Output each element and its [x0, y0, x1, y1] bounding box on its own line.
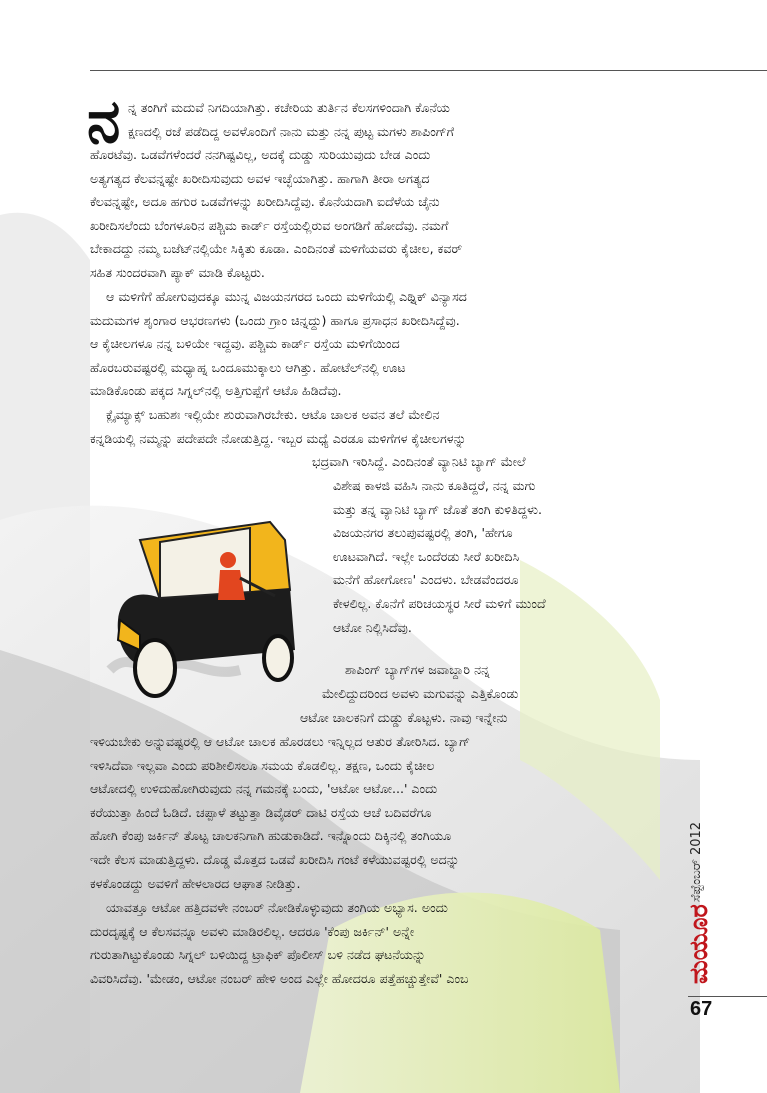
text-line: ಊಟವಾಗಿದೆ. ಇಲ್ಲೇ ಒಂದೆರಡು ಸೀರೆ ಖರೀದಿಸಿ: [333, 548, 520, 564]
paragraph-4-wrap-c: [300, 706, 507, 730]
text-line: ಬೇಕಾದದ್ದು ನಮ್ಮ ಬಜೆಟ್‌ನಲ್ಲಿಯೇ ಸಿಕ್ಕಿತು ಕೂಡಾ. ಎಂದಿನಂತೆ ಮಳಿಗೆಯವರು ಕೈಚೀಲ, ಕವರ್: [90, 241, 463, 257]
page-number: 67: [690, 998, 713, 1020]
text-line: ಹೊರಬರುವಷ್ಟರಲ್ಲಿ ಮಧ್ಯಾಹ್ನ ಒಂದೂಮುಕ್ಕಾಲು ಆಗಿತ್ತು. ಹೋಟೆಲ್‌ನಲ್ಲಿ ಊಟ: [90, 359, 406, 375]
text-line: ಆ ಕೈಚೀಲಗಳೂ ನನ್ನ ಬಳಿಯೇ ಇದ್ದವು. ಪಶ್ಚಿಮ ಕಾರ್ಡ್ ರಸ್ತೆಯ ಮಳಿಗೆಯಿಂದ: [90, 336, 400, 352]
text-line: ಸಹಿತ ಸುಂದರವಾಗಿ ಪ್ಯಾಕ್ ಮಾಡಿ ಕೊಟ್ಟರು.: [90, 264, 265, 280]
footer-rule: [688, 996, 767, 997]
text-line: ಆಟೋದಲ್ಲಿ ಉಳಿದುಹೋಗಿರುವುದು ನನ್ನ ಗಮನಕ್ಕೆ ಬಂದು, 'ಆಟೋ ಆಟೋ...' ಎಂದು: [90, 781, 438, 797]
paragraph-4-wrap-a: [345, 658, 490, 682]
text-line: ಹೊರಟೆವು. ಒಡವೆಗಳೆಂದರೆ ನನಗಿಷ್ಟವಿಲ್ಲ, ಅದಕ್ಕೆ ದುಡ್ಡು ಸುರಿಯುವುದು ಬೇಡ ಎಂದು: [90, 147, 431, 162]
paragraph-3: [90, 403, 466, 450]
text-line: ಕೆಲವನ್ನಷ್ಟೇ, ಅದೂ ಹಗುರ ಒಡವೆಗಳನ್ನು ಖರೀದಿಸಿದ್ದೆವು. ಕೊನೆಯದಾಗಿ ಐದೆಳೆಯ ಚೈನು: [90, 194, 440, 210]
text-line: ಆಟೋ ನಿಲ್ಲಿಸಿದೆವು.: [333, 619, 412, 635]
magazine-logo: ಮಯೂರ: [684, 904, 713, 984]
text-line: ಕರೆಯುತ್ತಾ ಹಿಂದೆ ಓಡಿದೆ. ಚಪ್ಪಾಳೆ ತಟ್ಟುತ್ತಾ ಡಿವೈಡರ್ ದಾಟಿ ರಸ್ತೆಯ ಆಚೆ ಬದಿವರೆಗೂ: [90, 804, 432, 820]
text-line: ಇದೇ ಕೆಲಸ ಮಾಡುತ್ತಿದ್ದಳು. ದೊಡ್ಡ ಮೊತ್ತದ ಒಡವೆ ಖರೀದಿಸಿ ಗಂಟೆ ಕಳೆಯುವಷ್ಟರಲ್ಲಿ ಅದನ್ನು: [90, 851, 460, 867]
text-line: ಕಳಕೊಂಡದ್ದು ಅವಳಿಗೆ ಹೇಳಲಾರದ ಆಘಾತ ನೀಡಿತ್ತು.: [90, 875, 301, 891]
text-line: ಇಳಿಸಿದೆವಾ ಇಲ್ಲವಾ ಎಂದು ಪರಿಶೀಲಿಸಲೂ ಸಮಯ ಕೊಡಲಿಲ್ಲ. ತಕ್ಷಣ, ಒಂದು ಕೈಚೀಲ: [90, 757, 435, 773]
text-line: ಮದುಮಗಳ ಶೃಂಗಾರ ಆಭರಣಗಳು (ಒಂದು ಗ್ರಾಂ ಚಿನ್ನದ್ದು) ಹಾಗೂ ಪ್ರಸಾಧನ ಖರೀದಿಸಿದ್ದೆವು.: [90, 312, 460, 328]
auto-rickshaw-illustration: [100, 500, 310, 710]
paragraph-4-wrap-b: [322, 682, 518, 706]
text-line: ನ್ನ ತಂಗಿಗೆ ಮದುವೆ ನಿಗದಿಯಾಗಿತ್ತು. ಕಚೇರಿಯ ತುರ್ತಿನ ಕೆಲಸಗಳಿಂದಾಗಿ ಕೊನೆಯ: [128, 100, 450, 115]
text-line: ವಿಜಯನಗರ ತಲುಪುವಷ್ಟರಲ್ಲಿ ತಂಗಿ, 'ಹೇಗೂ: [333, 525, 513, 541]
text-line: ಆ ಮಳಿಗೆಗೆ ಹೋಗುವುದಕ್ಕೂ ಮುನ್ನ ವಿಜಯನಗರದ ಒಂದು ಮಳಿಗೆಯಲ್ಲಿ ಎಥ್ನಿಕ್ ವಿನ್ಯಾಸದ: [106, 289, 467, 304]
text-line: ಭದ್ರವಾಗಿ ಇರಿಸಿದ್ದೆ. ಎಂದಿನಂತೆ ವ್ಯಾನಿಟಿ ಬ್ಯಾಗ್ ಮೇಲೆ: [312, 454, 526, 469]
text-line: ಮೇಲಿದ್ದುದರಿಂದ ಅವಳು ಮಗುವನ್ನು ಎತ್ತಿಕೊಂಡು: [322, 686, 519, 701]
text-line: ಮಾಡಿಕೊಂಡು ಪಕ್ಕದ ಸಿಗ್ನಲ್‌ನಲ್ಲಿ ಅತ್ತಿಗುಪ್ಪೆಗೆ ಆಟೊ ಹಿಡಿದೆವು.: [90, 383, 342, 399]
issue-date: ಸೆಪ್ಟೆಂಬರ್ 2012: [689, 821, 704, 902]
paragraph-3-wrap-a: [312, 450, 526, 474]
drop-cap: ನ: [87, 87, 121, 157]
text-line: ಹೋಗಿ ಕೆಂಪು ಜರ್ಕಿನ್ ತೊಟ್ಟ ಚಾಲಕನಿಗಾಗಿ ಹುಡುಕಾಡಿದೆ. ಇನ್ನೊಂದು ದಿಕ್ಕಿನಲ್ಲಿ ತಂಗಿಯೂ: [90, 828, 452, 844]
text-line: ಕನ್ನಡಿಯಲ್ಲಿ ನಮ್ಮನ್ನು ಪದೇಪದೇ ನೋಡುತ್ತಿದ್ದ. ಇಬ್ಬರ ಮಧ್ಯೆ ಎರಡೂ ಮಳಿಗೆಗಳ ಕೈಚೀಲಗಳನ್ನು: [90, 430, 467, 446]
text-line: ಅತ್ಯಗತ್ಯದ ಕೆಲವನ್ನಷ್ಟೇ ಖರೀದಿಸುವುದು ಅವಳ ಇಚ್ಛೆಯಾಗಿತ್ತು. ಹಾಗಾಗಿ ತೀರಾ ಅಗತ್ಯದ: [90, 170, 430, 186]
text-line: ಕ್ಷಣದಲ್ಲಿ ರಜೆ ಪಡೆದಿದ್ದ ಅವಳೊಂದಿಗೆ ನಾನು ಮತ್ತು ನನ್ನ ಪುಟ್ಟ ಮಗಳು ಶಾಪಿಂಗ್‌ಗೆ: [128, 123, 454, 139]
text-line: ದುರದೃಷ್ಟಕ್ಕೆ ಆ ಕೆಲಸವನ್ನೂ ಅವಳು ಮಾಡಿರಲಿಲ್ಲ. ಆದರೂ 'ಕೆಂಪು ಜರ್ಕಿನ್' ಅನ್ನೇ: [90, 923, 415, 939]
text-line: ಮತ್ತು ತನ್ನ ವ್ಯಾನಿಟಿ ಬ್ಯಾಗ್ ಜೊತೆ ತಂಗಿ ಕುಳಿತಿದ್ದಳು.: [333, 501, 542, 517]
paragraph-1-lead: [128, 96, 454, 143]
text-line: ಮನೆಗೆ ಹೋಗೋಣ' ಎಂದಳು. ಬೇಡವೆಂದರೂ: [333, 572, 519, 588]
paragraph-3-wrap-b: [333, 474, 546, 639]
top-rule: [90, 70, 767, 71]
text-line: ಯಾವತ್ತೂ ಆಟೋ ಹತ್ತಿದವಳೇ ನಂಬರ್ ನೋಡಿಕೊಳ್ಳುವುದು ತಂಗಿಯ ಅಭ್ಯಾಸ. ಅಂದು: [106, 900, 448, 915]
text-line: ಖರೀದಿಸಲೆಂದು ಬೆಂಗಳೂರಿನ ಪಶ್ಚಿಮ ಕಾರ್ಡ್ ರಸ್ತೆಯಲ್ಲಿರುವ ಅಂಗಡಿಗೆ ಹೋದೆವು. ನಮಗೆ: [90, 217, 449, 233]
text-line: ಇಳಿಯಬೇಕು ಅನ್ನುವಷ್ಟರಲ್ಲಿ ಆ ಆಟೋ ಚಾಲಕ ಹೊರಡಲು ಇನ್ನಿಲ್ಲದ ಆತುರ ತೋರಿಸಿದ. ಬ್ಯಾಗ್: [90, 734, 471, 749]
text-line: ಕ್ಲೈಮ್ಯಾಕ್ಸ್ ಬಹುಶಃ ಇಲ್ಲಿಯೇ ಶುರುವಾಗಿರಬೇಕು. ಆಟೊ ಚಾಲಕ ಅವನ ತಲೆ ಮೇಲಿನ: [106, 407, 440, 422]
text-line: ಗುರುತಾಗಿಟ್ಟುಕೊಂಡು ಸಿಗ್ನಲ್ ಬಳಿಯಿದ್ದ ಟ್ರಾಫಿಕ್ ಪೊಲೀಸ್ ಬಳಿ ನಡೆದ ಘಟನೆಯನ್ನು: [90, 947, 426, 963]
paragraph-1: [90, 143, 462, 285]
paragraph-4: [90, 730, 470, 895]
text-line: ವಿಶೇಷ ಕಾಳಜಿ ವಹಿಸಿ ನಾನು ಕೂತಿದ್ದರೆ, ನನ್ನ ಮಗು: [333, 478, 536, 493]
text-line: ಆಟೋ ಚಾಲಕನಿಗೆ ದುಡ್ಡು ಕೊಟ್ಟಳು. ನಾವು ಇನ್ನೇನು: [300, 710, 508, 725]
text-line: ಶಾಪಿಂಗ್ ಬ್ಯಾಗ್‌ಗಳ ಜವಾಬ್ದಾರಿ ನನ್ನ: [345, 662, 490, 677]
paragraph-2: [90, 285, 467, 403]
paragraph-5: [90, 896, 469, 990]
text-line: ಕೇಳಲಿಲ್ಲ. ಕೊನೆಗೆ ಪರಿಚಯಸ್ಥರ ಸೀರೆ ಮಳಿಗೆ ಮುಂದೆ: [333, 595, 546, 611]
text-line: ವಿವರಿಸಿದೆವು. 'ಮೇಡಂ, ಆಟೋ ನಂಬರ್ ಹೇಳಿ ಅಂದ ಎಲ್ಲೇ ಹೋದರೂ ಪತ್ತೆಹಚ್ಚುತ್ತೇವೆ' ಎಂಬ: [90, 970, 469, 986]
